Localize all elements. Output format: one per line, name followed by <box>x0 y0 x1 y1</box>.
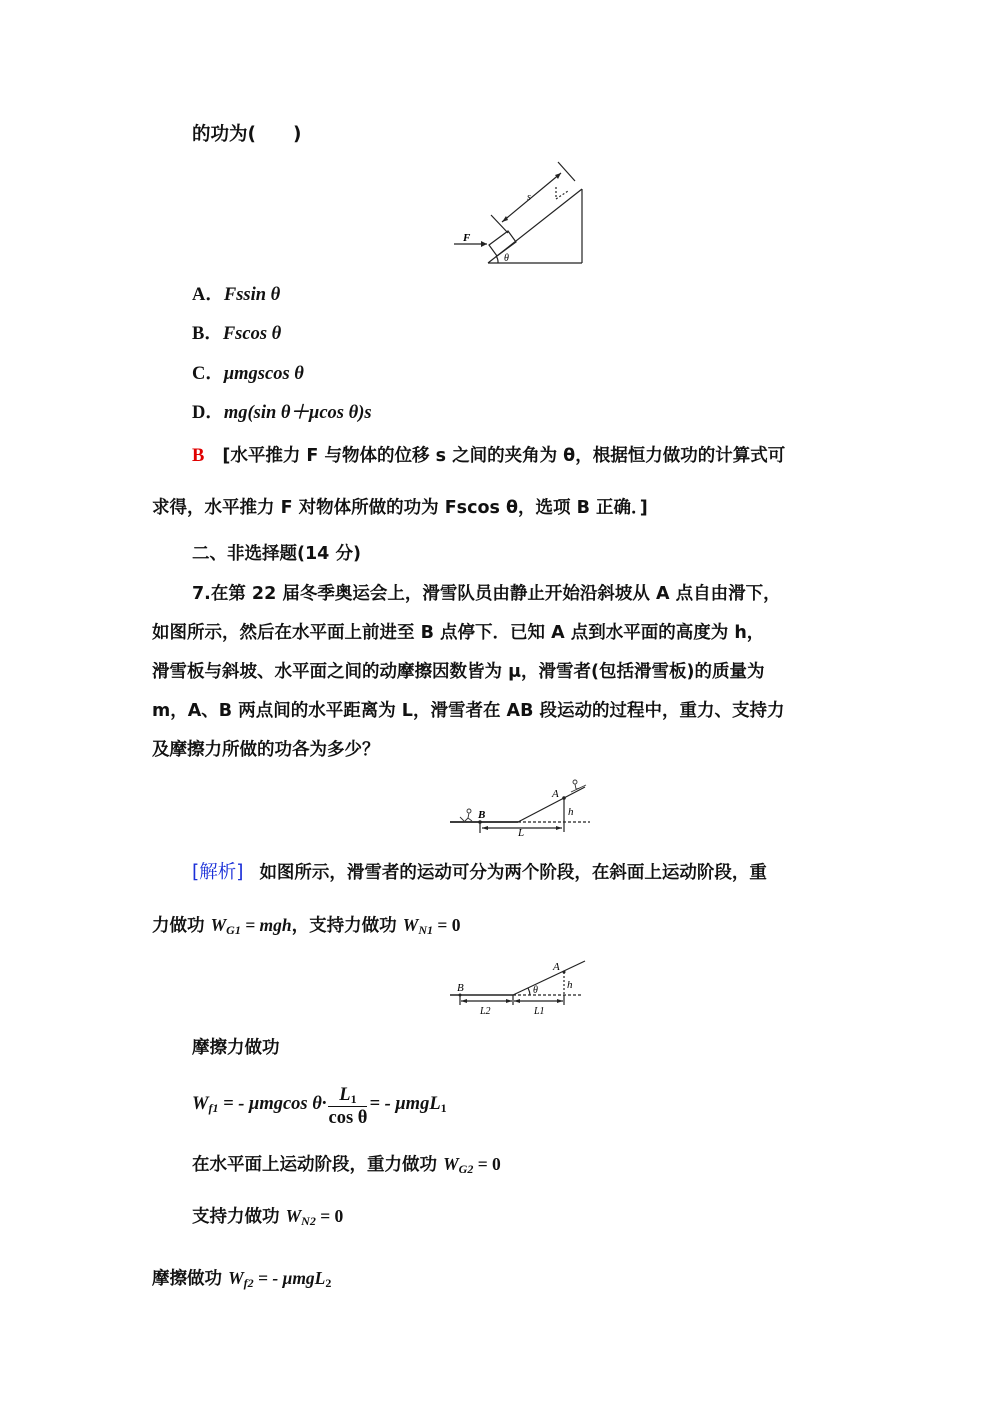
analysis-line1: [解析] 如图所示，滑雪者的运动可分为两个阶段，在斜面上运动阶段，重 <box>192 862 767 883</box>
ski-slope-diagram <box>440 770 600 840</box>
section-heading: 二、非选择题(14 分) <box>192 544 361 564</box>
friction-formula-wf1: $W_{f1}$ = - μmgcos θ· $\frac{L_1}{\text{cos θ}}$ = - μmgL$_1$ <box>192 1085 447 1128</box>
q7-line4: m，A、B 两点间的水平距离为 L，滑雪者在 AB 段运动的过程中，重力、支持力 <box>152 701 785 721</box>
horizontal-friction-line: 摩擦做功 $W_{f2}$ = - μmgL$_2$ <box>152 1268 332 1290</box>
option-b-formula: Fscos θ <box>222 324 282 344</box>
label-h: h <box>568 806 574 818</box>
fraction: $\frac{L_1}{\text{cos θ}}$ <box>328 1085 368 1128</box>
label-theta: θ <box>504 253 509 264</box>
analysis-tag: [解析] <box>192 862 244 883</box>
label-L1: L1 <box>534 1006 545 1017</box>
horizontal-gravity-line: 在水平面上运动阶段，重力做功 $W_{G2} = 0$ <box>192 1154 501 1176</box>
label-A: A <box>552 788 559 800</box>
label-A: A <box>553 961 560 973</box>
option-b: B．Fscos θ <box>192 324 282 344</box>
answer-letter: B <box>192 446 205 466</box>
option-a-formula: Fssin θ <box>223 285 281 305</box>
option-d: D．mg(sin θ＋μcos θ)s <box>192 403 372 423</box>
incline-force-diagram <box>440 155 600 270</box>
option-a: A．Fssin θ <box>192 285 281 305</box>
skier-icon-b <box>460 809 472 822</box>
label-theta: θ <box>533 985 538 996</box>
label-B: B <box>457 982 464 994</box>
q7-line3: 滑雪板与斜坡、水平面之间的动摩擦因数皆为 μ，滑雪者(包括滑雪板)的质量为 <box>152 662 765 682</box>
label-h: h <box>567 979 573 991</box>
q7-line1: 7.在第 22 届冬季奥运会上，滑雪队员由静止开始沿斜坡从 A 点自由滑下， <box>192 584 781 604</box>
option-d-formula: mg(sin θ＋μcos θ)s <box>223 403 372 423</box>
question-tail: 的功为( ) <box>192 124 302 145</box>
q7-line5: 及摩擦力所做的功各为多少？ <box>152 740 380 760</box>
answer-line1: B [水平推力 F 与物体的位移 s 之间的夹角为 θ，根据恒力做功的计算式可 <box>192 446 786 466</box>
option-c: C．μmgscos θ <box>192 364 304 384</box>
q7-line2: 如图所示，然后在水平面上前进至 B 点停下．已知 A 点到水平面的高度为 h， <box>152 623 765 643</box>
label-F: F <box>463 232 471 244</box>
friction-heading: 摩擦力做功 <box>192 1038 280 1058</box>
label-L: L <box>518 827 525 839</box>
label-s: s <box>527 192 531 203</box>
answer-line2: 求得，水平推力 F 对物体所做的功为 Fscos θ，选项 B 正确．] <box>152 498 648 518</box>
horizontal-normal-line: 支持力做功 $W_{N2} = 0$ <box>192 1206 344 1228</box>
label-B: B <box>478 809 486 821</box>
option-c-formula: μmgscos θ <box>223 364 304 384</box>
slope-segments-diagram <box>440 955 600 1020</box>
analysis-line2: 力做功 $W_{G1}$ = mgh，支持力做功 $W_{N1} = 0$ <box>152 915 461 937</box>
label-L2: L2 <box>480 1006 491 1017</box>
